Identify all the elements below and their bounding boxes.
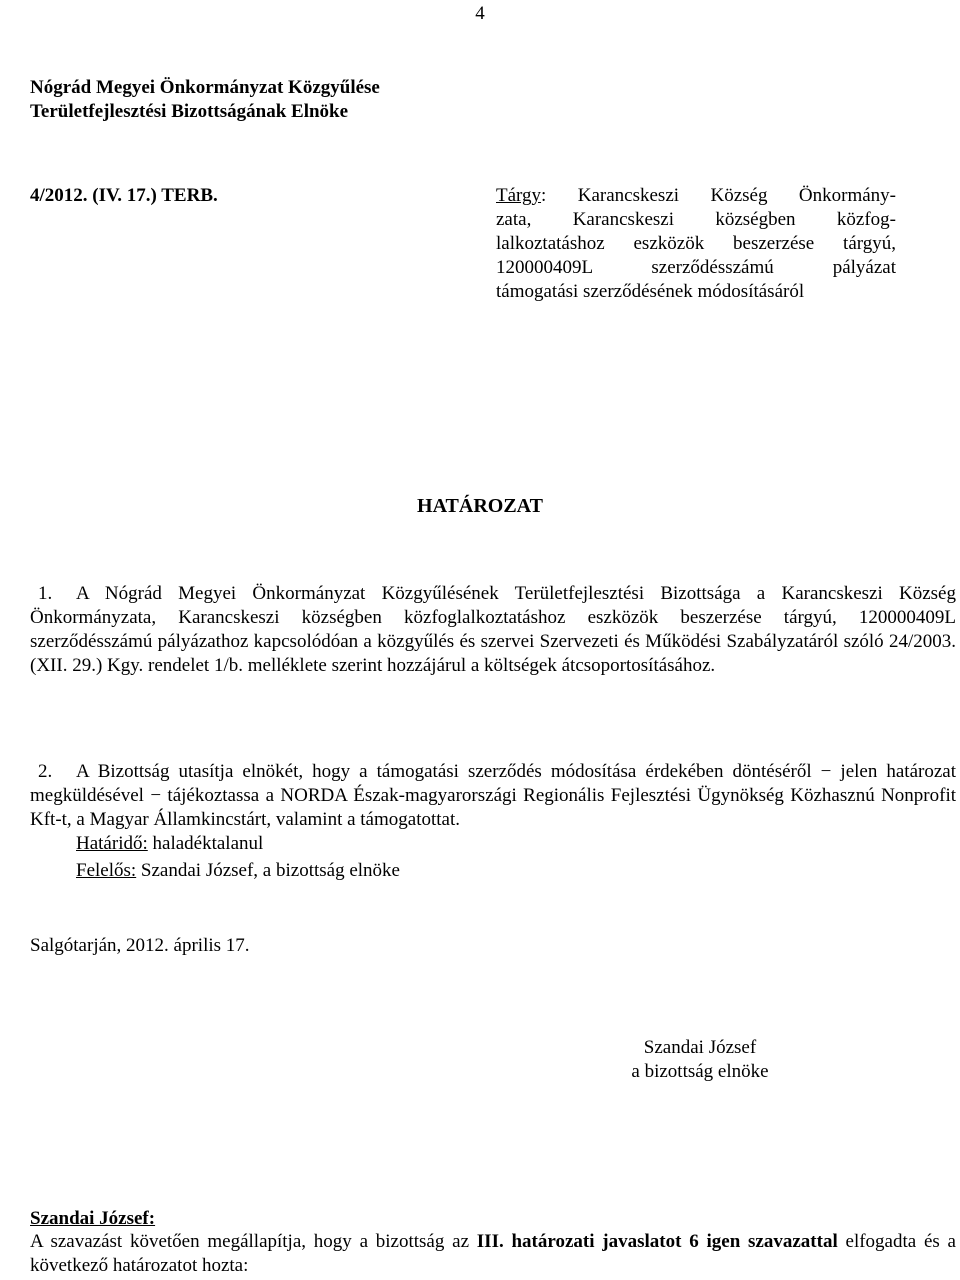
responsible-line (76, 859, 400, 883)
closing-speaker: Szandai József: (30, 1208, 156, 1229)
subject-label: Tárgy (496, 185, 542, 206)
subject-line-2: zata, Karancskeszi községben közfog- (496, 209, 896, 230)
subject-line-5: támogatási szerződésének módosításáról (496, 281, 805, 302)
closing-bold-part: III. határozati javaslatot 6 igen szavazattal (476, 1231, 838, 1252)
subject-block (496, 184, 896, 304)
reference-number: 4/2012. (IV. 17.) TERB. (30, 185, 218, 206)
issuer-line-1: Nógrád Megyei Önkormányzat Közgyűlése (30, 77, 380, 98)
deadline-value: haladéktalanul (147, 833, 264, 854)
closing-text-before: A szavazást követően megállapítja, hogy a bizottság az (30, 1231, 477, 1252)
place-and-date: Salgótarján, 2012. április 17. (30, 935, 250, 956)
deadline-line (76, 832, 263, 856)
subject-line-3: lalkoztatáshoz eszközök beszerzése tárgyú, (496, 233, 896, 254)
responsible-value: Szandai József, a bizottság elnöke (136, 860, 400, 881)
resolution-heading: HATÁROZAT (417, 495, 543, 517)
deadline-label: Határidő: (76, 833, 148, 854)
subject-line-1 (496, 184, 896, 208)
item-2-number: 2. (38, 761, 53, 782)
signature-title: a bizottság elnöke (631, 1061, 769, 1082)
closing-text (30, 1230, 956, 1278)
page-number: 4 (475, 3, 485, 24)
issuer-line-2: Területfejlesztési Bizottságának Elnöke (30, 101, 349, 122)
item-1-text: A Nógrád Megyei Önkormányzat Közgyűlésének Területfejlesztési Bizottsága a Karancskeszi Község Önkormányzata, Karancskeszi községben közfoglalkoztatáshoz eszközök beszerzése tárgyú, 120000409L szerződésszámú pályázathoz kapcsolódóan a közgyűlés és szervei Szervezeti és Működési Szabályzatáról szóló 24/2003. (XII. 29.) Kgy. rendelet 1/b. melléklete szerint hozzájárul a költségek átcsoportosításához. (30, 583, 956, 676)
item-1-number: 1. (38, 583, 53, 604)
subject-text-1: : Karancskeszi Község Önkormány- (541, 185, 896, 206)
signature-name: Szandai József (643, 1037, 757, 1058)
closing-text-after: elfogadta és a következő határozatot hozta: (30, 1231, 956, 1276)
item-2-text: A Bizottság utasítja elnökét, hogy a támogatási szerződés módosítása érdekében döntéséről − jelen határozat megküldésével − tájékoztassa a NORDA Észak-magyarországi Regionális Fejlesztési Ügynökség Közhasznú Nonprofit Kft-t, a Magyar Államkincstárt, valamint a támogatottat. (30, 761, 956, 830)
issuer-block (30, 76, 380, 124)
responsible-label: Felelős: (76, 860, 137, 881)
signature-block (580, 1036, 820, 1084)
subject-line-4: 120000409L szerződésszámú pályázat (496, 257, 896, 278)
